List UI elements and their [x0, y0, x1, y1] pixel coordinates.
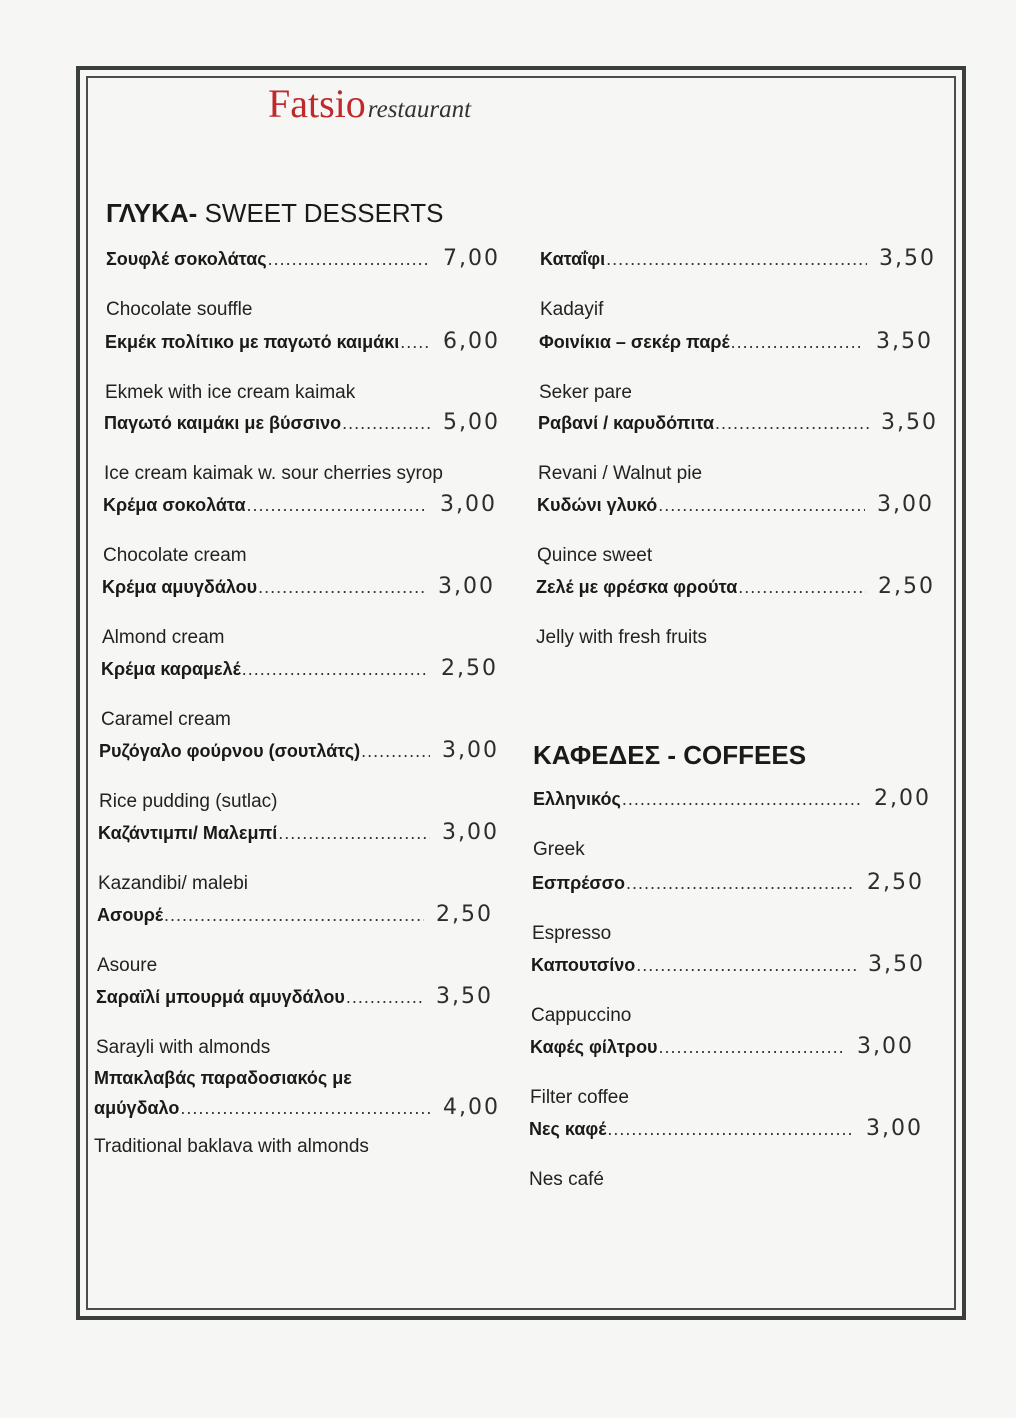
item-description: Seker pare — [539, 382, 632, 403]
item-price: 2,50 — [867, 870, 924, 895]
item-name: Φοινίκια – σεκέρ παρέ — [539, 332, 730, 352]
item-price: 3,50 — [881, 410, 938, 435]
item-description: Chocolate cream — [103, 545, 247, 566]
dot-leader — [738, 577, 866, 598]
item-price: 6,00 — [443, 329, 500, 354]
dot-leader — [659, 1037, 845, 1058]
item-price: 7,00 — [443, 246, 500, 271]
item-name: Κυδώνι γλυκό — [537, 495, 658, 515]
item-description: Caramel cream — [101, 709, 231, 730]
item-description: Ice cream kaimak w. sour cherries syrop — [104, 463, 443, 484]
dot-leader — [242, 659, 429, 680]
dot-leader — [400, 332, 431, 353]
desserts-title-greek: ΓΛΥΚΑ- — [106, 198, 198, 228]
menu-item — [536, 574, 935, 649]
item-name: Ασουρέ — [97, 905, 164, 925]
item-name: Κρέμα αμυγδάλου — [102, 577, 258, 597]
menu-item — [96, 984, 493, 1059]
dot-leader — [626, 873, 855, 894]
dot-leader — [607, 1119, 854, 1140]
item-description: Filter coffee — [530, 1087, 629, 1108]
item-name: Καπουτσίνο — [531, 955, 636, 975]
item-name: Κρέμα σοκολάτα — [103, 495, 246, 515]
dot-leader — [715, 413, 869, 434]
item-description: Revani / Walnut pie — [538, 463, 703, 484]
item-name: αμύγδαλο — [94, 1098, 180, 1118]
menu-item — [529, 1116, 923, 1191]
desserts-title-english: SWEET DESSERTS — [197, 198, 444, 228]
dot-leader — [268, 249, 431, 270]
item-price: 3,00 — [442, 820, 499, 845]
item-description: Sarayli with almonds — [96, 1037, 271, 1058]
dot-leader — [342, 413, 431, 434]
item-price: 5,00 — [443, 410, 500, 435]
menu-item — [103, 492, 497, 567]
menu-item — [540, 246, 936, 321]
item-price: 3,00 — [857, 1034, 914, 1059]
desserts-section-title — [106, 198, 443, 229]
menu-item — [539, 329, 933, 404]
item-name: Ελληνικός — [533, 789, 621, 809]
item-price: 3,00 — [438, 574, 495, 599]
coffees-section-title: ΚΑΦΕΔΕΣ - COFFEES — [533, 740, 807, 770]
dot-leader — [247, 495, 428, 516]
dot-leader — [361, 741, 430, 762]
item-description: Espresso — [532, 923, 612, 944]
menu-item — [94, 1068, 500, 1158]
dot-leader — [258, 577, 426, 598]
menu-item — [101, 656, 498, 731]
menu-item — [104, 410, 500, 485]
logo-name: Fatsio — [268, 81, 366, 126]
dot-leader — [622, 789, 862, 810]
item-name: Σουφλέ σοκολάτας — [106, 249, 267, 269]
item-description: Chocolate souffle — [106, 299, 253, 320]
item-price: 3,50 — [436, 984, 493, 1009]
item-name: Ζελέ με φρέσκα φρούτα — [536, 577, 738, 597]
menu-item — [98, 820, 499, 895]
item-description: Quince sweet — [537, 545, 653, 566]
item-price: 2,50 — [441, 656, 498, 681]
item-price: 2,50 — [436, 902, 493, 927]
item-description: Kadayif — [540, 299, 604, 320]
item-price: 3,50 — [876, 329, 933, 354]
menu-item — [105, 329, 500, 404]
item-description: Jelly with fresh fruits — [536, 627, 708, 648]
dot-leader — [278, 823, 430, 844]
item-price: 2,50 — [878, 574, 935, 599]
dot-leader — [180, 1098, 431, 1119]
menu-item — [531, 952, 925, 1027]
dot-leader — [346, 987, 424, 1008]
menu-item — [102, 574, 495, 649]
item-name: Εκμέκ πολίτικο με παγωτό καιμάκι — [105, 332, 400, 352]
item-description: Traditional baklava with almonds — [94, 1136, 369, 1157]
item-description: Cappuccino — [531, 1005, 632, 1026]
item-name: Εσπρέσσο — [532, 873, 625, 893]
item-description: Kazandibi/ malebi — [98, 873, 248, 894]
menu-item — [106, 246, 500, 321]
dot-leader — [606, 249, 867, 270]
menu-item — [533, 786, 931, 861]
item-price: 3,00 — [442, 738, 499, 763]
logo-subtitle: restaurant — [367, 96, 472, 123]
menu-item — [99, 738, 499, 813]
item-name: Καταΐφι — [540, 249, 606, 269]
item-description: Asoure — [97, 955, 158, 976]
item-name: Νες καφέ — [529, 1119, 607, 1139]
item-description: Ekmek with ice cream kaimak — [105, 382, 356, 403]
item-name: Ρυζόγαλο φούρνου (σουτλάτς) — [99, 741, 361, 761]
item-price: 4,00 — [443, 1095, 500, 1120]
item-price: 2,00 — [874, 786, 931, 811]
item-price: 3,00 — [440, 492, 497, 517]
dot-leader — [658, 495, 865, 516]
item-name-line1: Μπακλαβάς παραδοσιακός με — [94, 1068, 352, 1088]
item-name: Σαραϊλί μπουρμά αμυγδάλου — [96, 987, 345, 1007]
item-description: Greek — [533, 839, 585, 860]
item-price: 3,50 — [879, 246, 936, 271]
dot-leader — [636, 955, 856, 976]
item-name: Παγωτό καιμάκι με βύσσινο — [104, 413, 342, 433]
item-description: Almond cream — [102, 627, 225, 648]
item-price: 3,50 — [868, 952, 925, 977]
item-name: Κρέμα καραμελέ — [101, 659, 241, 679]
item-price: 3,00 — [866, 1116, 923, 1141]
menu-item — [97, 902, 493, 977]
menu-item — [538, 410, 938, 485]
menu-item — [530, 1034, 914, 1109]
dot-leader — [731, 332, 864, 353]
item-description: Rice pudding (sutlac) — [99, 791, 278, 812]
restaurant-logo — [268, 80, 471, 127]
item-name: Ραβανί / καρυδόπιτα — [538, 413, 715, 433]
item-name: Καφές φίλτρου — [530, 1037, 658, 1057]
item-description: Nes café — [529, 1169, 604, 1190]
menu-item — [537, 492, 934, 567]
dot-leader — [164, 905, 424, 926]
item-price: 3,00 — [877, 492, 934, 517]
item-name: Καζάντιμπι/ Μαλεμπί — [98, 823, 278, 843]
menu-item — [532, 870, 924, 945]
